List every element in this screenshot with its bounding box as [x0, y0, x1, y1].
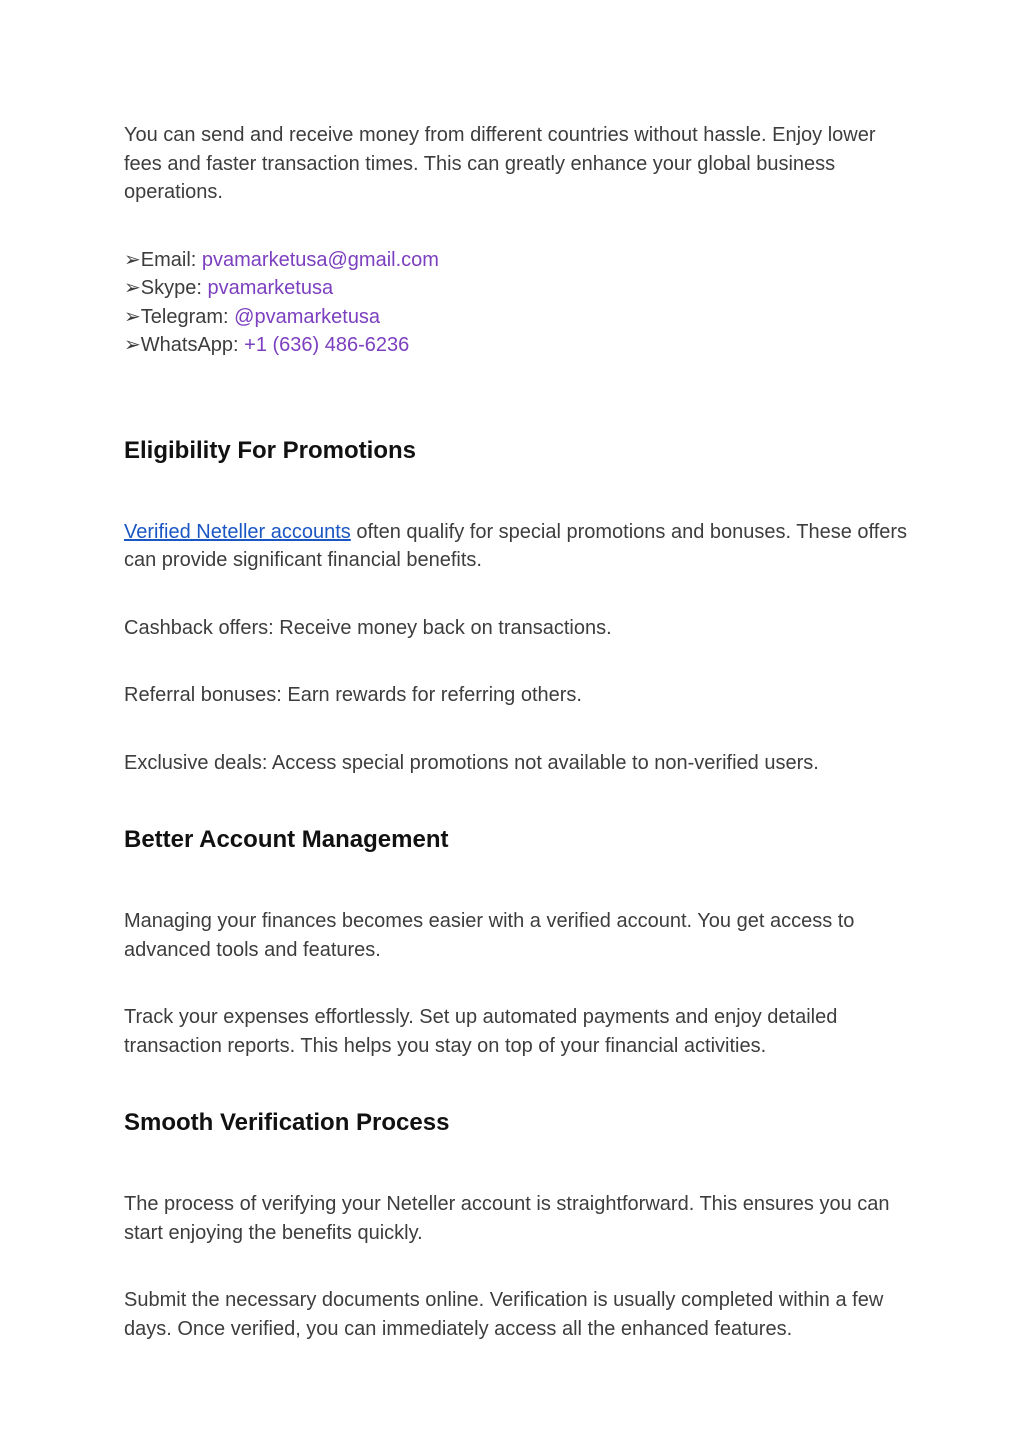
management-heading: Better Account Management [124, 826, 449, 853]
promotion-item-referral: Referral bonuses: Earn rewards for referring others. [124, 684, 582, 706]
promotion-item-cashback: Cashback offers: Receive money back on transactions. [124, 616, 612, 639]
management-paragraph-1: Managing your finances becomes easier with a verified account. You get access to advanced tools and features. [124, 910, 855, 961]
skype-value[interactable]: pvamarketusa [207, 277, 334, 299]
verification-paragraph-1: The process of verifying your Neteller account is straightforward. This ensures you can start enjoying the benefits quickly. [124, 1193, 890, 1244]
contact-whatsapp [124, 331, 914, 360]
arrow-bullet-icon: ➢ [124, 277, 141, 299]
promotions-intro-paragraph [124, 518, 914, 575]
contact-label: Telegram: [140, 305, 235, 328]
email-value[interactable]: pvamarketusa@gmail.com [201, 248, 439, 271]
arrow-bullet-icon: ➢ [124, 248, 141, 271]
verified-neteller-link[interactable]: Verified Neteller accounts [124, 520, 351, 543]
promotions-intro-text: often qualify for special promotions and bonuses. These offers can provide significant financial benefits. [124, 520, 908, 571]
whatsapp-value[interactable]: +1 (636) 486-6236 [244, 334, 410, 356]
telegram-value[interactable]: @pvamarketusa [234, 305, 381, 328]
contact-skype [124, 274, 914, 303]
contact-label: WhatsApp: [140, 334, 245, 356]
promotion-item-exclusive: Exclusive deals: Access special promotions not available to non-verified users. [124, 751, 819, 774]
arrow-bullet-icon: ➢ [124, 334, 141, 356]
contact-label: Email: [140, 248, 202, 271]
document-page [124, 121, 914, 1343]
intro-paragraph: You can send and receive money from different countries without hassle. Enjoy lower fees and faster transaction times. This can greatly enhance your global business operations. [124, 124, 876, 203]
contact-telegram [124, 303, 914, 332]
verification-heading: Smooth Verification Process [124, 1109, 450, 1136]
verification-paragraph-2: Submit the necessary documents online. Verification is usually completed within a few days. Once verified, you can immediately access all the enhanced features. [124, 1289, 884, 1340]
contact-list [124, 246, 914, 360]
contact-label: Skype: [140, 277, 208, 299]
arrow-bullet-icon: ➢ [124, 305, 141, 328]
contact-email [124, 246, 914, 275]
promotions-heading: Eligibility For Promotions [124, 436, 417, 464]
management-paragraph-2: Track your expenses effortlessly. Set up automated payments and enjoy detailed transaction reports. This helps you stay on top of your financial activities. [124, 1006, 838, 1057]
